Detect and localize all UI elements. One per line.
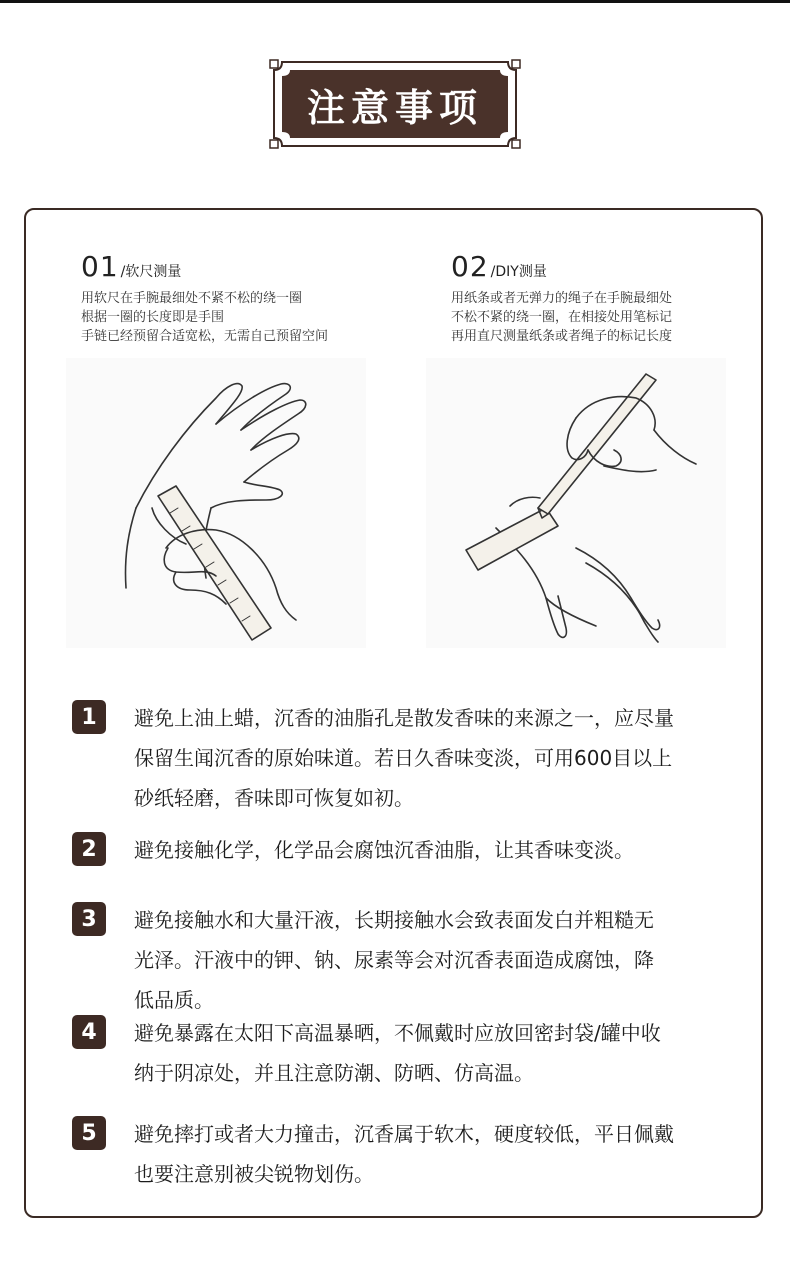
note-line: 避免接触水和大量汗液，长期接触水会致表面发白并粗糙无 <box>134 908 654 932</box>
note-line: 光泽。汗液中的钾、钠、尿素等会对沉香表面造成腐蚀，降 <box>134 948 654 972</box>
method-line: 用纸条或者无弹力的绳子在手腕最细处 <box>451 291 673 306</box>
number-badge: 5 <box>72 1116 106 1150</box>
method-line: 手链已经预留合适宽松，无需自己预留空间 <box>81 329 329 344</box>
method-line: 用软尺在手腕最细处不紧不松的绕一圈 <box>81 291 303 306</box>
soft-ruler-illustration <box>66 358 366 648</box>
method-number: 01 <box>81 250 119 283</box>
method-soft-ruler <box>81 250 411 346</box>
note-line: 纳于阴凉处，并且注意防潮、防晒、仿高温。 <box>134 1061 534 1085</box>
note-1 <box>72 698 772 828</box>
number-badge: 4 <box>72 1015 106 1049</box>
notes-card <box>24 208 763 1218</box>
note-line: 避免摔打或者大力撞击，沉香属于软木，硬度较低，平日佩戴 <box>134 1122 674 1146</box>
note-text <box>134 900 779 1020</box>
method-title: /DIY测量 <box>490 264 547 280</box>
note-3 <box>72 900 772 1030</box>
note-5 <box>72 1114 772 1204</box>
method-line: 根据一圈的长度即是手围 <box>81 310 225 325</box>
note-line: 保留生闻沉香的原始味道。若日久香味变淡，可用600目以上 <box>134 746 673 770</box>
note-text <box>134 698 779 818</box>
note-line: 避免上油上蜡，沉香的油脂孔是散发香味的来源之一，应尽量 <box>134 706 674 730</box>
method-number: 02 <box>451 250 489 283</box>
note-line: 也要注意别被尖锐物划伤。 <box>134 1162 374 1186</box>
title-badge <box>268 58 522 150</box>
number-badge: 2 <box>72 832 106 866</box>
note-4 <box>72 1013 772 1103</box>
note-text <box>134 1114 779 1194</box>
note-line: 避免接触化学，化学品会腐蚀沉香油脂，让其香味变淡。 <box>134 838 634 862</box>
method-diy <box>451 250 781 346</box>
note-2 <box>72 830 772 880</box>
number-badge: 3 <box>72 902 106 936</box>
method-title: /软尺测量 <box>120 264 182 280</box>
note-line: 砂纸轻磨，香味即可恢复如初。 <box>134 786 414 810</box>
number-badge: 1 <box>72 700 106 734</box>
method-line: 再用直尺测量纸条或者绳子的标记长度 <box>451 329 673 344</box>
note-line: 避免暴露在太阳下高温暴晒，不佩戴时应放回密封袋/罐中收 <box>134 1021 661 1045</box>
method-line: 不松不紧的绕一圈，在相接处用笔标记 <box>451 310 673 325</box>
diy-measure-illustration <box>426 358 726 648</box>
note-text <box>134 1013 779 1093</box>
method-description <box>81 289 411 346</box>
method-description <box>451 289 781 346</box>
note-line: 低品质。 <box>134 988 214 1012</box>
page-title: 注意事项 <box>306 84 483 130</box>
note-text <box>134 830 779 870</box>
top-border <box>0 0 790 3</box>
